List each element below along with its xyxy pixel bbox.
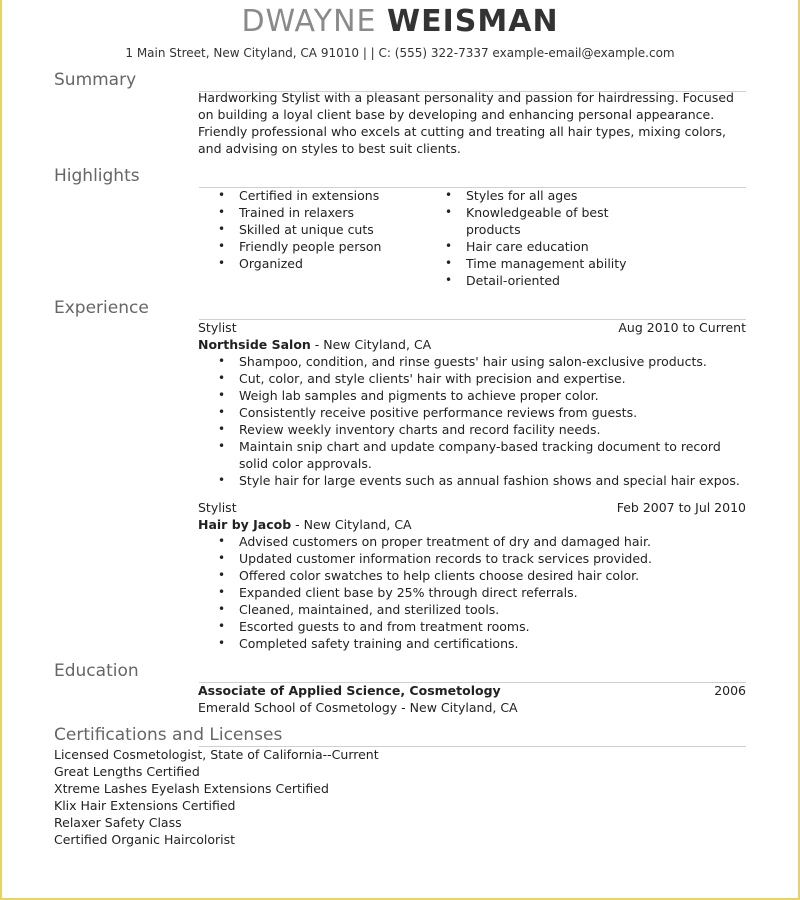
highlights-section [2, 165, 798, 289]
candidate-name [2, 3, 798, 41]
job-dates: Aug 2010 to Current [618, 320, 746, 335]
job-title: Stylist [198, 500, 237, 515]
experience-section [2, 297, 798, 652]
summary-text: Hardworking Stylist with a pleasant personality and passion for hairdressing. Focused on building a loyal client base by developing and enhancing personal appearance. Friendly professional who excels at cutting and treating all hair types, mixing colors, and advising on styles to best suit clients. [198, 90, 734, 156]
highlight-item: • Skilled at unique cuts [198, 221, 425, 238]
highlight-item: • Hair care education [425, 238, 652, 255]
duty-item: • Completed safety training and certifications. [198, 635, 746, 652]
education-body [198, 682, 746, 716]
duty-item: • Escorted guests to and from treatment rooms. [198, 618, 746, 635]
job-duties [198, 533, 746, 652]
certification-item: Certified Organic Haircolorist [54, 832, 236, 847]
job-title: Stylist [198, 320, 237, 335]
education-header [198, 682, 746, 699]
duty-item: • Consistently receive positive performance reviews from guests. [198, 404, 746, 421]
highlight-item: • Time management ability [425, 255, 652, 272]
certification-item: Klix Hair Extensions Certified [54, 798, 236, 813]
duty-item: • Advised customers on proper treatment of dry and damaged hair. [198, 533, 746, 550]
highlights-heading [54, 165, 746, 189]
highlight-item: • Organized [198, 255, 425, 272]
job-header [198, 319, 746, 336]
contact-line: 1 Main Street, New Cityland, CA 91010 | | C: (555) 322-7337 example-email@example.com [125, 46, 675, 60]
resume-header [2, 0, 798, 61]
job-duties [198, 353, 746, 489]
experience-body [198, 319, 746, 652]
highlight-item: • Detail-oriented [425, 272, 652, 289]
duty-item: • Cut, color, and style clients' hair with precision and expertise. [198, 370, 746, 387]
certifications-section [2, 724, 798, 848]
job-header [198, 499, 746, 516]
duty-item: • Maintain snip chart and update company-based tracking document to record solid color approvals. [198, 438, 746, 472]
job-employer-line [198, 336, 746, 353]
job-entry [198, 319, 746, 489]
summary-section [2, 69, 798, 157]
summary-title: Summary [54, 70, 137, 90]
duty-item: • Shampoo, condition, and rinse guests' hair using salon-exclusive products. [198, 353, 746, 370]
duty-item: • Offered color swatches to help clients choose desired hair color. [198, 567, 746, 584]
employer-location: - New Cityland, CA [291, 517, 412, 532]
summary-heading [54, 69, 746, 93]
experience-title: Experience [54, 298, 149, 318]
employer-location: - New Cityland, CA [310, 337, 432, 352]
job-entry [198, 499, 746, 652]
certifications-list [54, 746, 746, 848]
certifications-title: Certifications and Licenses [54, 725, 283, 745]
certification-item: Relaxer Safety Class [54, 815, 182, 830]
section-divider [199, 682, 746, 683]
highlights-left-column [198, 187, 425, 289]
degree: Associate of Applied Science, Cosmetology [198, 683, 501, 698]
highlight-item: • Knowledgeable of best products [425, 204, 652, 238]
graduation-year: 2006 [714, 683, 746, 698]
employer-name: Northside Salon [198, 337, 311, 352]
duty-item: • Style hair for large events such as annual fashion shows and special hair expos. [198, 472, 746, 489]
highlights-body [198, 187, 746, 289]
certification-item: Xtreme Lashes Eyelash Extensions Certified [54, 781, 329, 796]
education-title: Education [54, 661, 139, 681]
experience-heading [54, 297, 746, 321]
section-divider [199, 319, 746, 320]
highlights-title: Highlights [54, 166, 140, 186]
duty-item: • Review weekly inventory charts and record facility needs. [198, 421, 746, 438]
duty-item: • Weigh lab samples and pigments to achieve proper color. [198, 387, 746, 404]
section-divider [199, 746, 746, 747]
certification-item: Great Lengths Certified [54, 764, 200, 779]
school: Emerald School of Cosmetology - New Cityland, CA [198, 700, 518, 715]
certification-item: Licensed Cosmetologist, State of California--Current [54, 747, 379, 762]
education-section [2, 660, 798, 716]
highlights-right-column [425, 187, 652, 289]
last-name: WEISMAN [387, 4, 559, 39]
highlight-item: • Styles for all ages [425, 187, 652, 204]
first-name: DWAYNE [241, 4, 377, 39]
duty-item: • Cleaned, maintained, and sterilized tools. [198, 601, 746, 618]
duty-item: • Expanded client base by 25% through direct referrals. [198, 584, 746, 601]
duty-item: • Updated customer information records to track services provided. [198, 550, 746, 567]
highlight-item: • Certified in extensions [198, 187, 425, 204]
job-dates: Feb 2007 to Jul 2010 [616, 500, 746, 515]
highlight-item: • Trained in relaxers [198, 204, 425, 221]
education-heading [54, 660, 746, 684]
employer-name: Hair by Jacob [198, 517, 292, 532]
section-divider [199, 91, 746, 92]
job-employer-line [198, 516, 746, 533]
certifications-heading [54, 724, 746, 748]
highlight-item: • Friendly people person [198, 238, 425, 255]
